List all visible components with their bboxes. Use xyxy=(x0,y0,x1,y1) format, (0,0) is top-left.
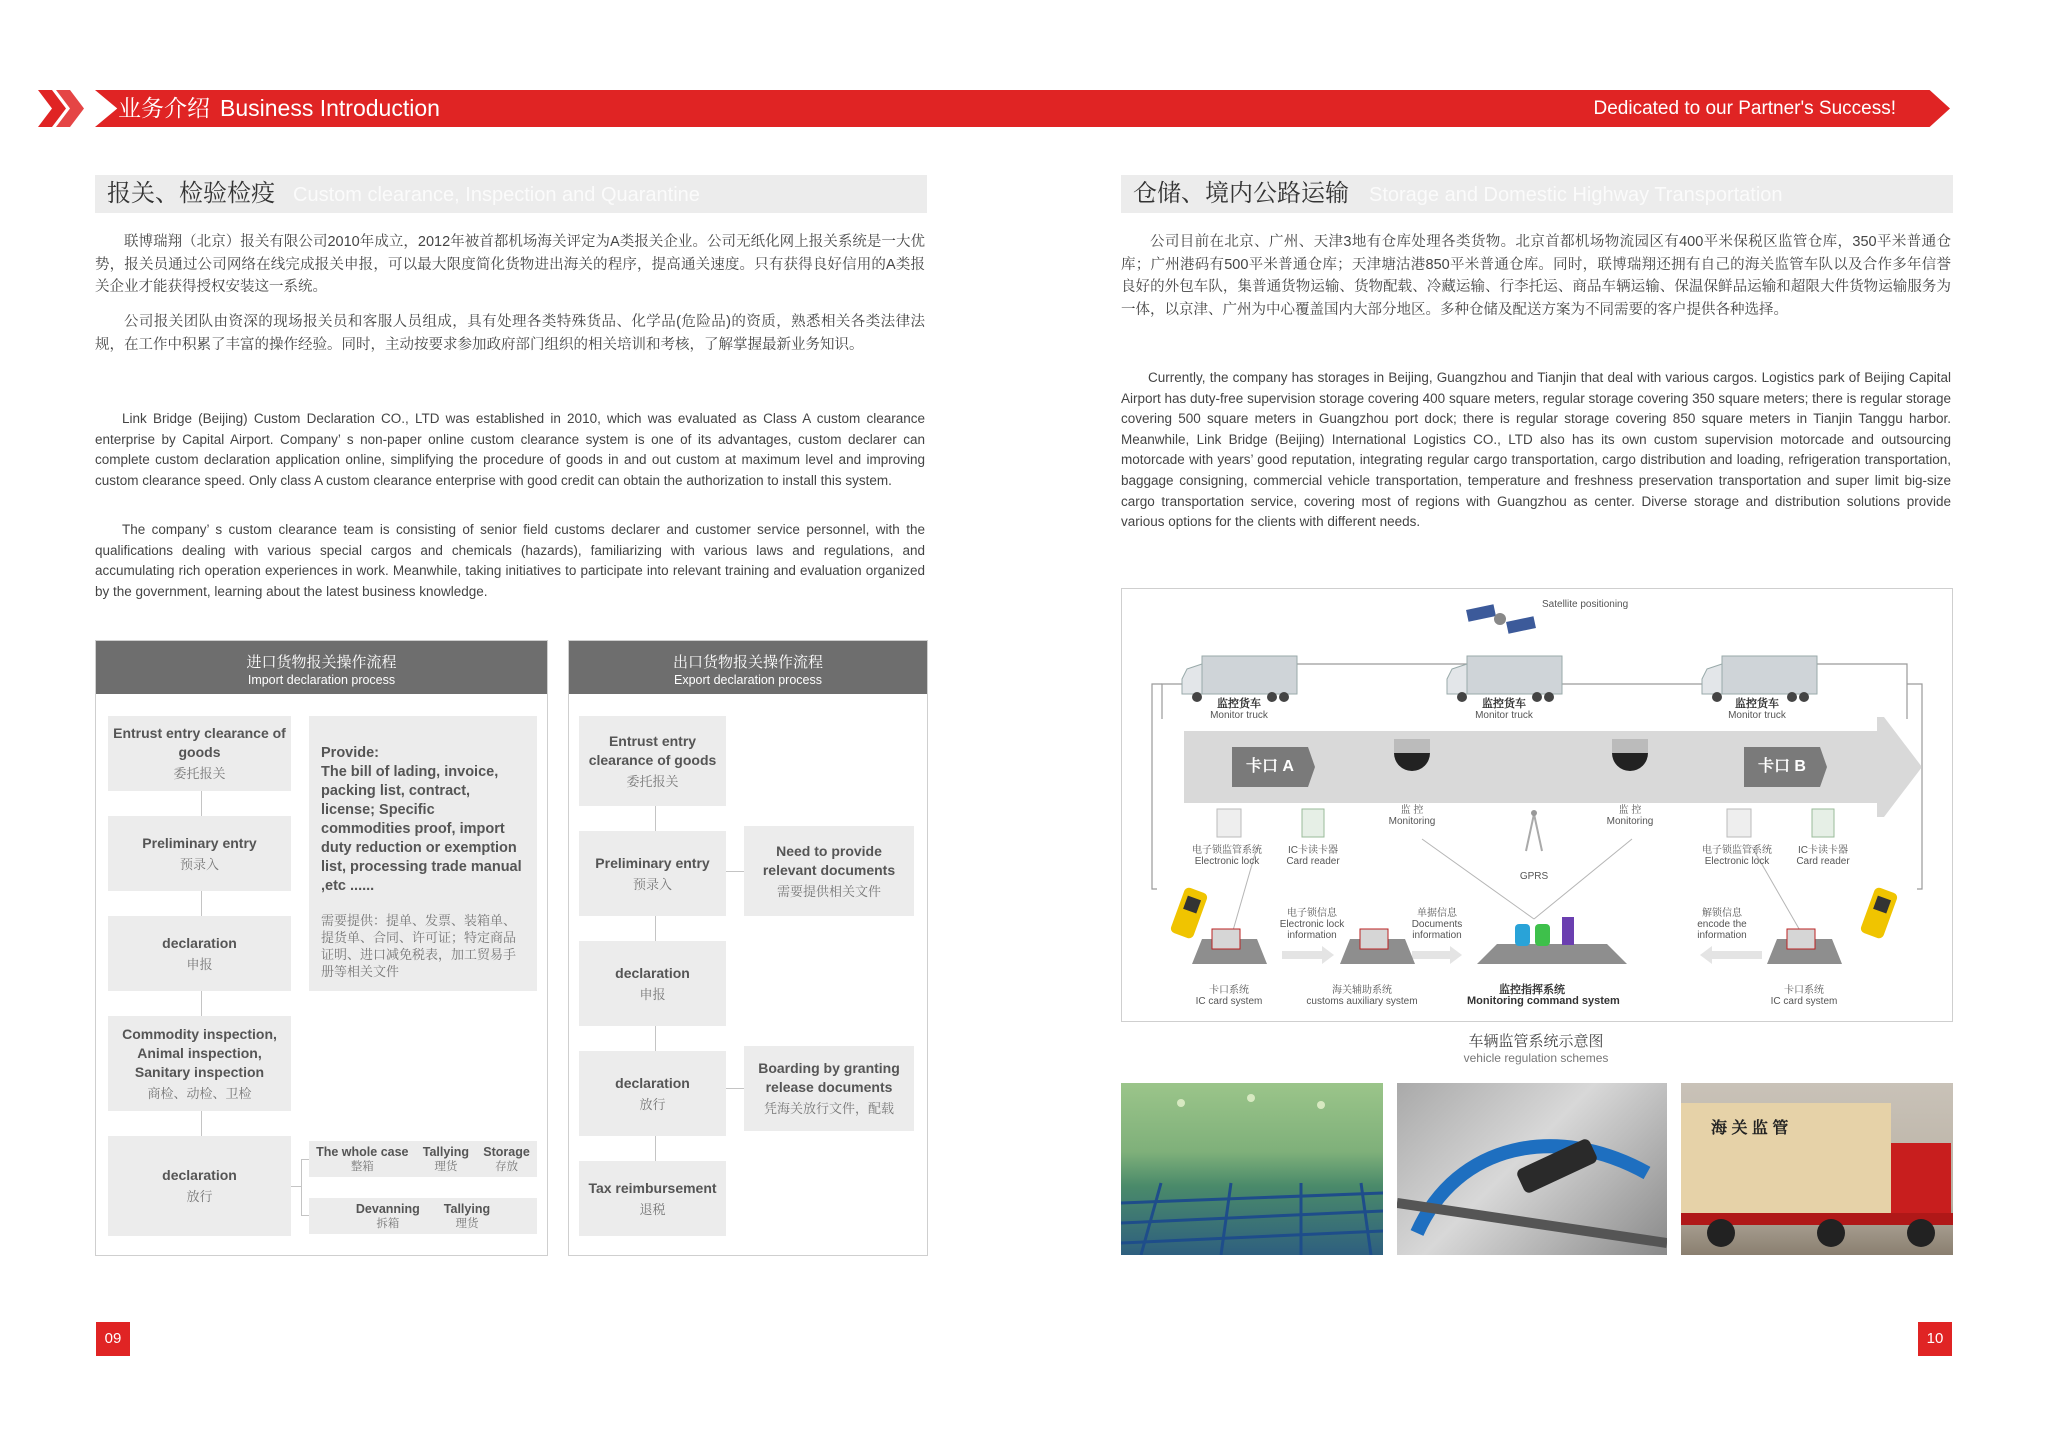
import-step-declaration: declaration 申报 xyxy=(108,916,291,991)
section-title-bar-left xyxy=(95,175,927,213)
documents-info-label: 单据信息 Documents information xyxy=(1411,908,1463,941)
truck-icon xyxy=(1182,656,1297,702)
import-process-panel xyxy=(95,640,548,1256)
handheld-reader-icon xyxy=(1170,886,1209,939)
export-step-entrust: Entrust entry clearance of goods 委托报关 xyxy=(579,716,726,806)
substep-tallying: Tallying 理货 xyxy=(422,1145,470,1173)
section-title-en: Custom clearance, Inspection and Quarantine xyxy=(293,184,700,206)
decode-info-label: 解锁信息 encode the information xyxy=(1697,908,1747,941)
header-slogan: Dedicated to our Partner's Success! xyxy=(1593,98,1896,119)
command-system-label: 监控指挥系统 Monitoring command system xyxy=(1467,984,1620,1007)
export-need-documents: Need to provide relevant documents 需要提供相关文件 xyxy=(744,826,914,916)
caption-cn: 车辆监管系统示意图 xyxy=(1468,1033,1604,1050)
electronic-lock-label-1: 电子锁监管系统 Electronic lock xyxy=(1192,845,1262,867)
export-step-tax: Tax reimbursement 退税 xyxy=(579,1161,726,1236)
paragraph-en-2: The company’ s custom clearance team is consisting of senior field customs declarer and customer service personnel, with the qualifications dealing with various special cargos and chemicals (hazards), familiarizing with various laws and regulations, and accumulating rich operation experiences in work. Meanwhile, taking initiatives to participate into relevant training and evaluation organized by the government, learning about the latest business knowledge. xyxy=(95,522,925,599)
import-substeps-row-1 xyxy=(309,1141,537,1177)
export-title-en: Export declaration process xyxy=(674,673,822,687)
export-panel-header xyxy=(569,641,927,694)
gprs-label: GPRS xyxy=(1519,871,1549,882)
substep-tallying-2: Tallying 理货 xyxy=(443,1202,491,1230)
connector xyxy=(655,806,656,831)
monitoring-label-2: 监 控 Monitoring xyxy=(1606,805,1654,827)
truck-icon xyxy=(1447,656,1562,702)
connector xyxy=(291,1186,301,1187)
electronic-seal-photo xyxy=(1397,1083,1667,1255)
handheld-reader-icon xyxy=(1860,886,1899,939)
connector xyxy=(655,1026,656,1051)
connector xyxy=(655,1136,656,1161)
connection-line xyxy=(1422,839,1534,919)
computer-system-icon xyxy=(1192,929,1267,964)
import-step-inspection: Commodity inspection, Animal inspection, Sanitary inspection 商检、动检、卫检 xyxy=(108,1016,291,1111)
electronic-lock-label-2: 电子锁监管系统 Electronic lock xyxy=(1702,845,1772,867)
import-substeps-row-2 xyxy=(309,1198,537,1234)
satellite-icon xyxy=(1466,604,1536,634)
caption-en: vehicle regulation schemes xyxy=(1463,1051,1609,1065)
header-title-cn: 业务介绍 xyxy=(118,95,210,121)
import-provide-documents: Provide: The bill of lading, invoice, packing list, contract, license; Specific commodities proof, import duty reduction or exemption list, processing trade manual ,etc ...... 需要提供：提单、发票、装箱单、提货单、合同、许可证；特定商品证明、进口减免税表，加工贸易手册等相关文件 xyxy=(309,716,537,991)
substep-devanning: Devanning 拆箱 xyxy=(355,1202,420,1230)
computer-system-icon xyxy=(1767,929,1842,964)
import-step-preliminary: Preliminary entry 预录入 xyxy=(108,816,291,891)
satellite-label: Satellite positioning xyxy=(1542,599,1629,610)
substep-whole-case: The whole case 整箱 xyxy=(316,1145,409,1173)
customs-aux-label: 海关辅助系统 customs auxiliary system xyxy=(1306,985,1418,1007)
electronic-lock-device-icon xyxy=(1727,809,1751,837)
import-step-entrust: Entrust entry clearance of goods 委托报关 xyxy=(108,716,291,791)
connector xyxy=(655,916,656,941)
export-process-panel xyxy=(568,640,928,1256)
substep-storage: Storage 存放 xyxy=(483,1145,530,1173)
flow-arrow xyxy=(1700,946,1762,964)
truck-label-2: 监控货车 Monitor truck xyxy=(1475,698,1533,721)
connector xyxy=(726,1088,744,1089)
paragraph-cn-2: 公司报关团队由资深的现场报关员和客服人员组成，具有处理各类特殊货品、化学品(危险品)的资质，熟悉相关各类法律法规，在工作中积累了丰富的操作经验。同时，主动按要求参加政府部门组织的相关培训和考核，了解掌握最新业务知识。 xyxy=(95,314,925,353)
connector xyxy=(201,1111,202,1136)
connector xyxy=(301,1159,302,1215)
diagram-graphics xyxy=(1122,589,1952,1021)
page-number-right: 10 xyxy=(1918,1322,1952,1356)
warehouse-shelves-graphic xyxy=(1121,1083,1383,1255)
section-title-en: Storage and Domestic Highway Transportation xyxy=(1369,184,1783,206)
monitoring-label-1: 监 控 Monitoring xyxy=(1388,805,1436,827)
connector xyxy=(726,871,744,872)
import-title-en: Import declaration process xyxy=(247,673,396,687)
header-title xyxy=(118,90,440,127)
connector xyxy=(201,991,202,1016)
page-number-left: 09 xyxy=(96,1322,130,1356)
truck-sign: 海 关 监 管 xyxy=(1711,1120,1789,1137)
paragraph-cn: 公司目前在北京、广州、天津3地有仓库处理各类货物。北京首都机场物流园区有400平米保税区监管仓库，350平米普通仓库；广州港码有500平米普通仓库；天津塘沽港850平米普通仓库。同时，联博瑞翔还拥有自己的海关监管车队以及合作多年信誉良好的外包车队，集普通货物运输、货物配载、冷藏运输、行李托运、商品车辆运输、保温保鲜品运输和超限大件货物运输服务为一体，以京津、广州为中心覆盖国内大部分地区。多种仓储及配送方案为不同需要的客户提供各种选择。 xyxy=(1121,234,1951,318)
paragraph-en: Currently, the company has storages in Beijing, Guangzhou and Tianjin that deal with various cargos. Logistics park of Beijing Capital Airport has duty-free supervision storage covering 400 square meters, regular storage covering 350 square meters; there is regular storage covering 500 square meters in Guangzhou port dock; there is regular storage covering 850 square meters in Tianjin Tanggu harbor. Meanwhile, Link Bridge (Beijing) International Logistics CO., LTD also has its own custom supervision motorcade and outsourcing motorcade with years’ good reputation, integrating regular cargo transportation, cargo distribution and loading, refrigeration transportation, baggage consigning, commercial vehicle transportation, temperature and freshness preservation transportation and super limit big-size cargo transportation service, covering most of regions with Guangzhou as center. Diverse storage and distribution solutions provide various options for the clients with different needs. xyxy=(1121,370,1951,530)
section-title-cn: 仓储、境内公路运输 xyxy=(1133,180,1349,207)
card-reader-label-1: IC卡读卡器 Card reader xyxy=(1286,845,1340,867)
diagram-caption xyxy=(1121,1030,1951,1065)
import-panel-header xyxy=(96,641,547,694)
section-title-bar-right xyxy=(1121,175,1953,213)
truck-label-1: 监控货车 Monitor truck xyxy=(1210,698,1268,721)
card-reader-icon xyxy=(1812,809,1834,837)
flow-arrow xyxy=(1282,946,1334,964)
truck-graphic xyxy=(1681,1083,1953,1255)
truck-label-3: 监控货车 Monitor truck xyxy=(1728,698,1786,721)
gprs-tower-icon xyxy=(1526,810,1542,851)
connector xyxy=(301,1159,309,1160)
vehicle-regulation-diagram xyxy=(1121,588,1953,1022)
chevron-arrows-icon xyxy=(38,90,88,127)
section-title-cn: 报关、检验检疫 xyxy=(107,180,275,207)
import-title-cn: 进口货物报关操作流程 xyxy=(246,654,397,671)
ic-system-label-2: 卡口系统 IC card system xyxy=(1770,985,1838,1007)
export-step-release: declaration 放行 xyxy=(579,1051,726,1136)
export-title-cn: 出口货物报关操作流程 xyxy=(672,654,823,671)
connector xyxy=(301,1215,309,1216)
elock-info-label: 电子锁信息 Electronic lock information xyxy=(1279,908,1345,941)
header-title-en: Business Introduction xyxy=(220,95,440,121)
connector xyxy=(201,791,202,816)
gate-a-label: 卡口 A xyxy=(1245,758,1294,775)
connector xyxy=(201,891,202,916)
customs-truck-photo xyxy=(1681,1083,1953,1255)
card-reader-icon xyxy=(1302,809,1324,837)
paragraph-cn-1: 联博瑞翔（北京）报关有限公司2010年成立，2012年被首都机场海关评定为A类报关企业。公司无纸化网上报关系统是一大优势，报关员通过公司网络在线完成报关申报，可以最大限度简化货物进出海关的程序，提高通关速度。只有获得良好信用的A类报关企业才能获得授权安装这一系统。 xyxy=(95,234,925,295)
gate-b-label: 卡口 B xyxy=(1757,758,1806,775)
card-reader-label-2: IC卡读卡器 Card reader xyxy=(1796,845,1850,867)
ic-system-label-1: 卡口系统 IC card system xyxy=(1195,985,1263,1007)
export-step-preliminary: Preliminary entry 预录入 xyxy=(579,831,726,916)
command-server-icon xyxy=(1477,917,1627,964)
export-boarding-release: Boarding by granting release documents 凭海关放行文件，配载 xyxy=(744,1046,914,1131)
connection-line xyxy=(1152,684,1162,889)
warehouse-photo xyxy=(1121,1083,1383,1255)
paragraph-en-1: Link Bridge (Beijing) Custom Declaration CO., LTD was established in 2010, which was evaluated as Class A custom clearance enterprise by Capital Airport. Company’ s non-paper online custom clearance system is one of its advantages, custom declarer can complete custom declaration application online, simplifying the procedure of goods in and out custom at maximum level and improving custom clearance speed. Only class A custom clearance enterprise with good credit can obtain the authorization to install this system. xyxy=(95,411,925,488)
seal-graphic xyxy=(1397,1083,1667,1255)
electronic-lock-device-icon xyxy=(1217,809,1241,837)
flow-arrow xyxy=(1412,946,1462,964)
export-step-declaration: declaration 申报 xyxy=(579,941,726,1026)
import-step-release: declaration 放行 xyxy=(108,1136,291,1236)
truck-icon xyxy=(1702,656,1817,702)
connection-line xyxy=(1907,684,1922,889)
